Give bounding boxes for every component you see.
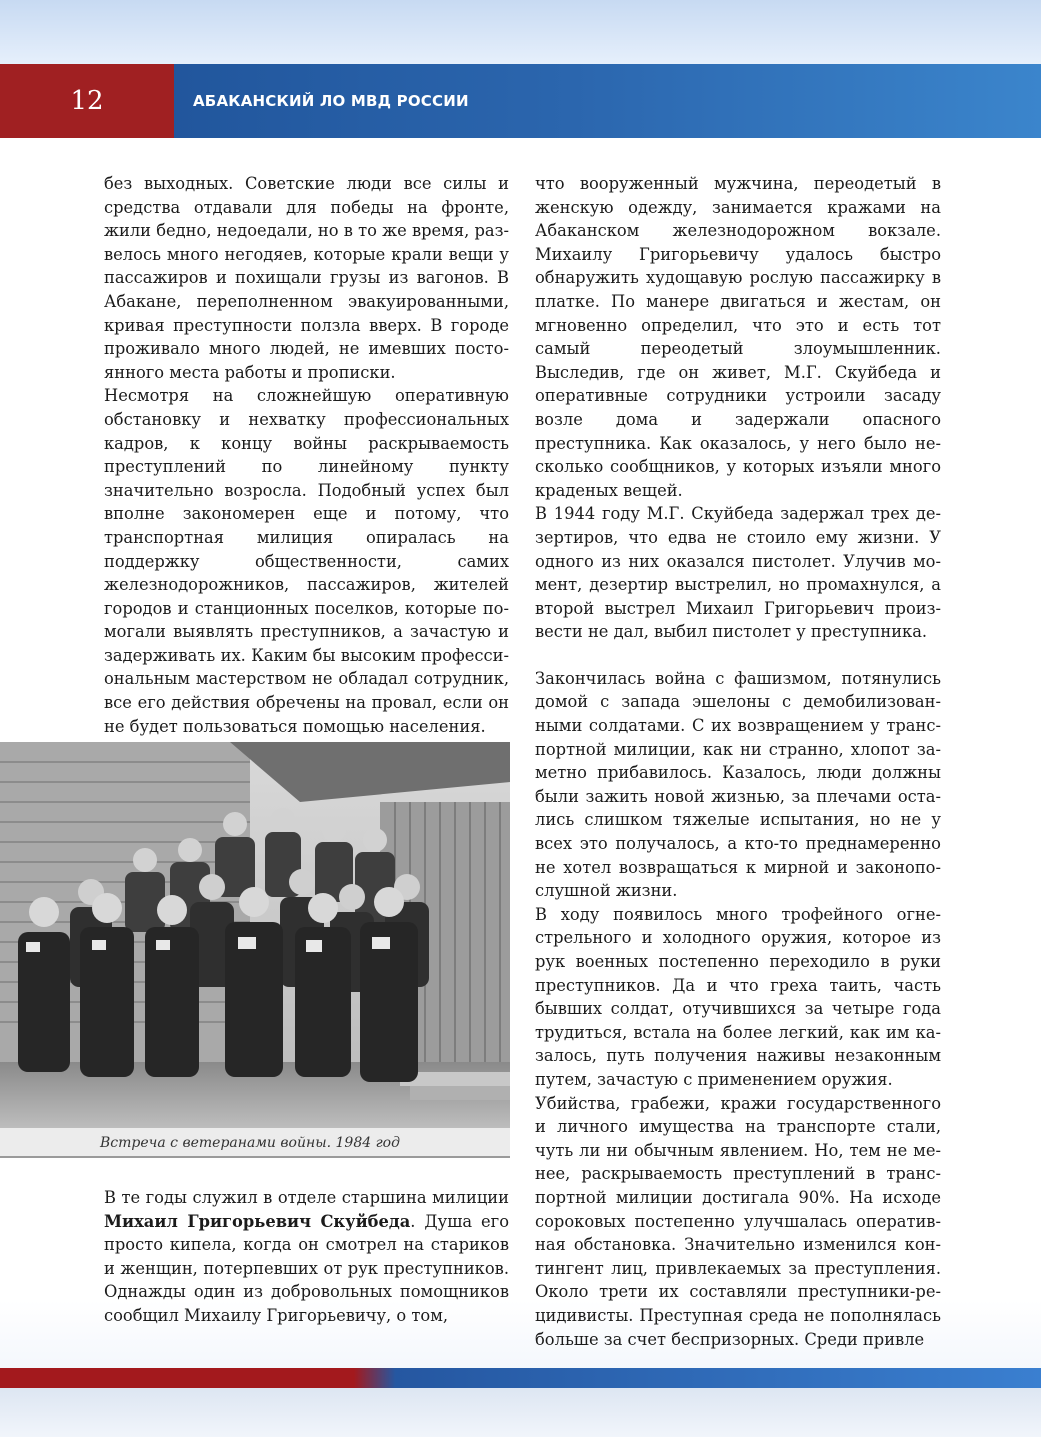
paragraph bbox=[104, 1186, 509, 1328]
paragraph: что вооруженный мужчина, переодетый в женскую одежду, занимается кражами на Абаканском железнодорожном вокзале. Михаилу Григорьевичу удалось быстро обнаружить худощавую рослую пассажирку в платке. По манере двигаться и жестам, он мгновенно определил, что это и есть тот самый переодетый злоумышленник. Выследив, где он живет, М.Г. Скуйбеда и оперативные сотрудники устроили засаду возле дома и задержали опасного преступника. Как оказалось, у него было несколько сообщников, у которых изъяли много краденых вещей. bbox=[535, 174, 941, 500]
person-name: Михаил Григорьевич Скуйбеда bbox=[104, 1211, 411, 1231]
group-photo-illustration bbox=[0, 742, 510, 1128]
left-column-bottom bbox=[104, 1186, 509, 1328]
paragraph: В ходу появилось много трофейного огнестрельного и холодного оружия, которое из рук военных постепенно переходило в руки преступников. Да и что греха таить, часть бывших солдат, отучившихся за четыре года трудиться, встала на более легкий, как им казалось, путь получения наживы незаконным путем, зачастую с применением оружия. bbox=[535, 904, 941, 1089]
photo-caption: Встреча с ветеранами войны. 1984 год bbox=[0, 1128, 510, 1158]
paragraph: Убийства, грабежи, кражи государственного и личного имущества на транспорте стали, чуть ли ни обычным явлением. Но, тем не менее, раскрываемость преступлений в транспортной милиции достигала 90%. На исходе сороковых постепенно улучшалась оперативная обстановка. Значительно изменился контингент лиц, привлекаемых за преступления. Около трети их составляли преступники-рецидивисты. Преступная среда не пополнялась больше за счет беспризорных. Среди привле bbox=[535, 1093, 941, 1349]
veterans-photo bbox=[0, 742, 510, 1128]
text-run: В те годы служил в отделе старшина милиции bbox=[104, 1188, 509, 1207]
paragraph: без выходных. Советские люди все силы и средства отдавали для победы на фронте, жили бедно, недоедали, но в то же время, развелось много негодяев, которые крали вещи у пассажиров и похищали грузы из вагонов. В Абакане, переполненном эвакуированными, кривая преступности ползла вверх. В городе проживало много людей, не имевших постоянного места работы и прописки. bbox=[104, 174, 509, 382]
text-run: . Душа его просто кипела, когда он смотрел на стариков и женщин, потерпевших от рук преступников. Однажды один из добровольных помощников сообщил Михаилу Григорьевичу, о том, bbox=[104, 1211, 509, 1325]
paragraph: Несмотря на сложнейшую оперативную обстановку и нехватку профессиональных кадров, к концу войны раскрываемость преступлений по линейному пункту значительно возросла. Подобный успех был вполне закономерен еще и потому, что транспортная милиция опиралась на поддержку общественности, самих железнодорожников, пассажиров, жителей городов и станционных поселков, которые помогали выявлять преступников, а зачастую и задерживать их. Каким бы высоким профессиональным мастерством не обладал сотрудник, все его действия обречены на провал, если он не будет пользоваться помощью населения. bbox=[104, 386, 509, 736]
header-band bbox=[0, 64, 1041, 138]
running-title: АБАКАНСКИЙ ЛО МВД РОССИИ bbox=[193, 92, 469, 110]
footer-shadow bbox=[0, 1388, 1041, 1437]
page-number: 12 bbox=[0, 64, 174, 138]
paragraph: В 1944 году М.Г. Скуйбеда задержал трех дезертиров, что едва не стоило ему жизни. У одного из них оказался пистолет. Улучив момент, дезертир выстрелил, но промахнулся, а второй выстрел Михаил Григорьевич произвести не дал, выбил пистолет у преступника. bbox=[535, 504, 941, 642]
footer-band bbox=[0, 1368, 1041, 1388]
paragraph: Закончилась война с фашизмом, потянулись домой с запада эшелоны с демобилизованными солдатами. С их возвращением у транспортной милиции, как ни странно, хлопот заметно прибавилось. Казалось, люди должны были зажить новой жизнью, за плечами остались слишком тяжелые испытания, но не у всех это получалось, а кто-то преднамеренно не хотел возвращаться к мирной и законопослушной жизни. bbox=[535, 668, 941, 901]
right-column bbox=[535, 172, 941, 1351]
left-column-top bbox=[104, 172, 509, 738]
